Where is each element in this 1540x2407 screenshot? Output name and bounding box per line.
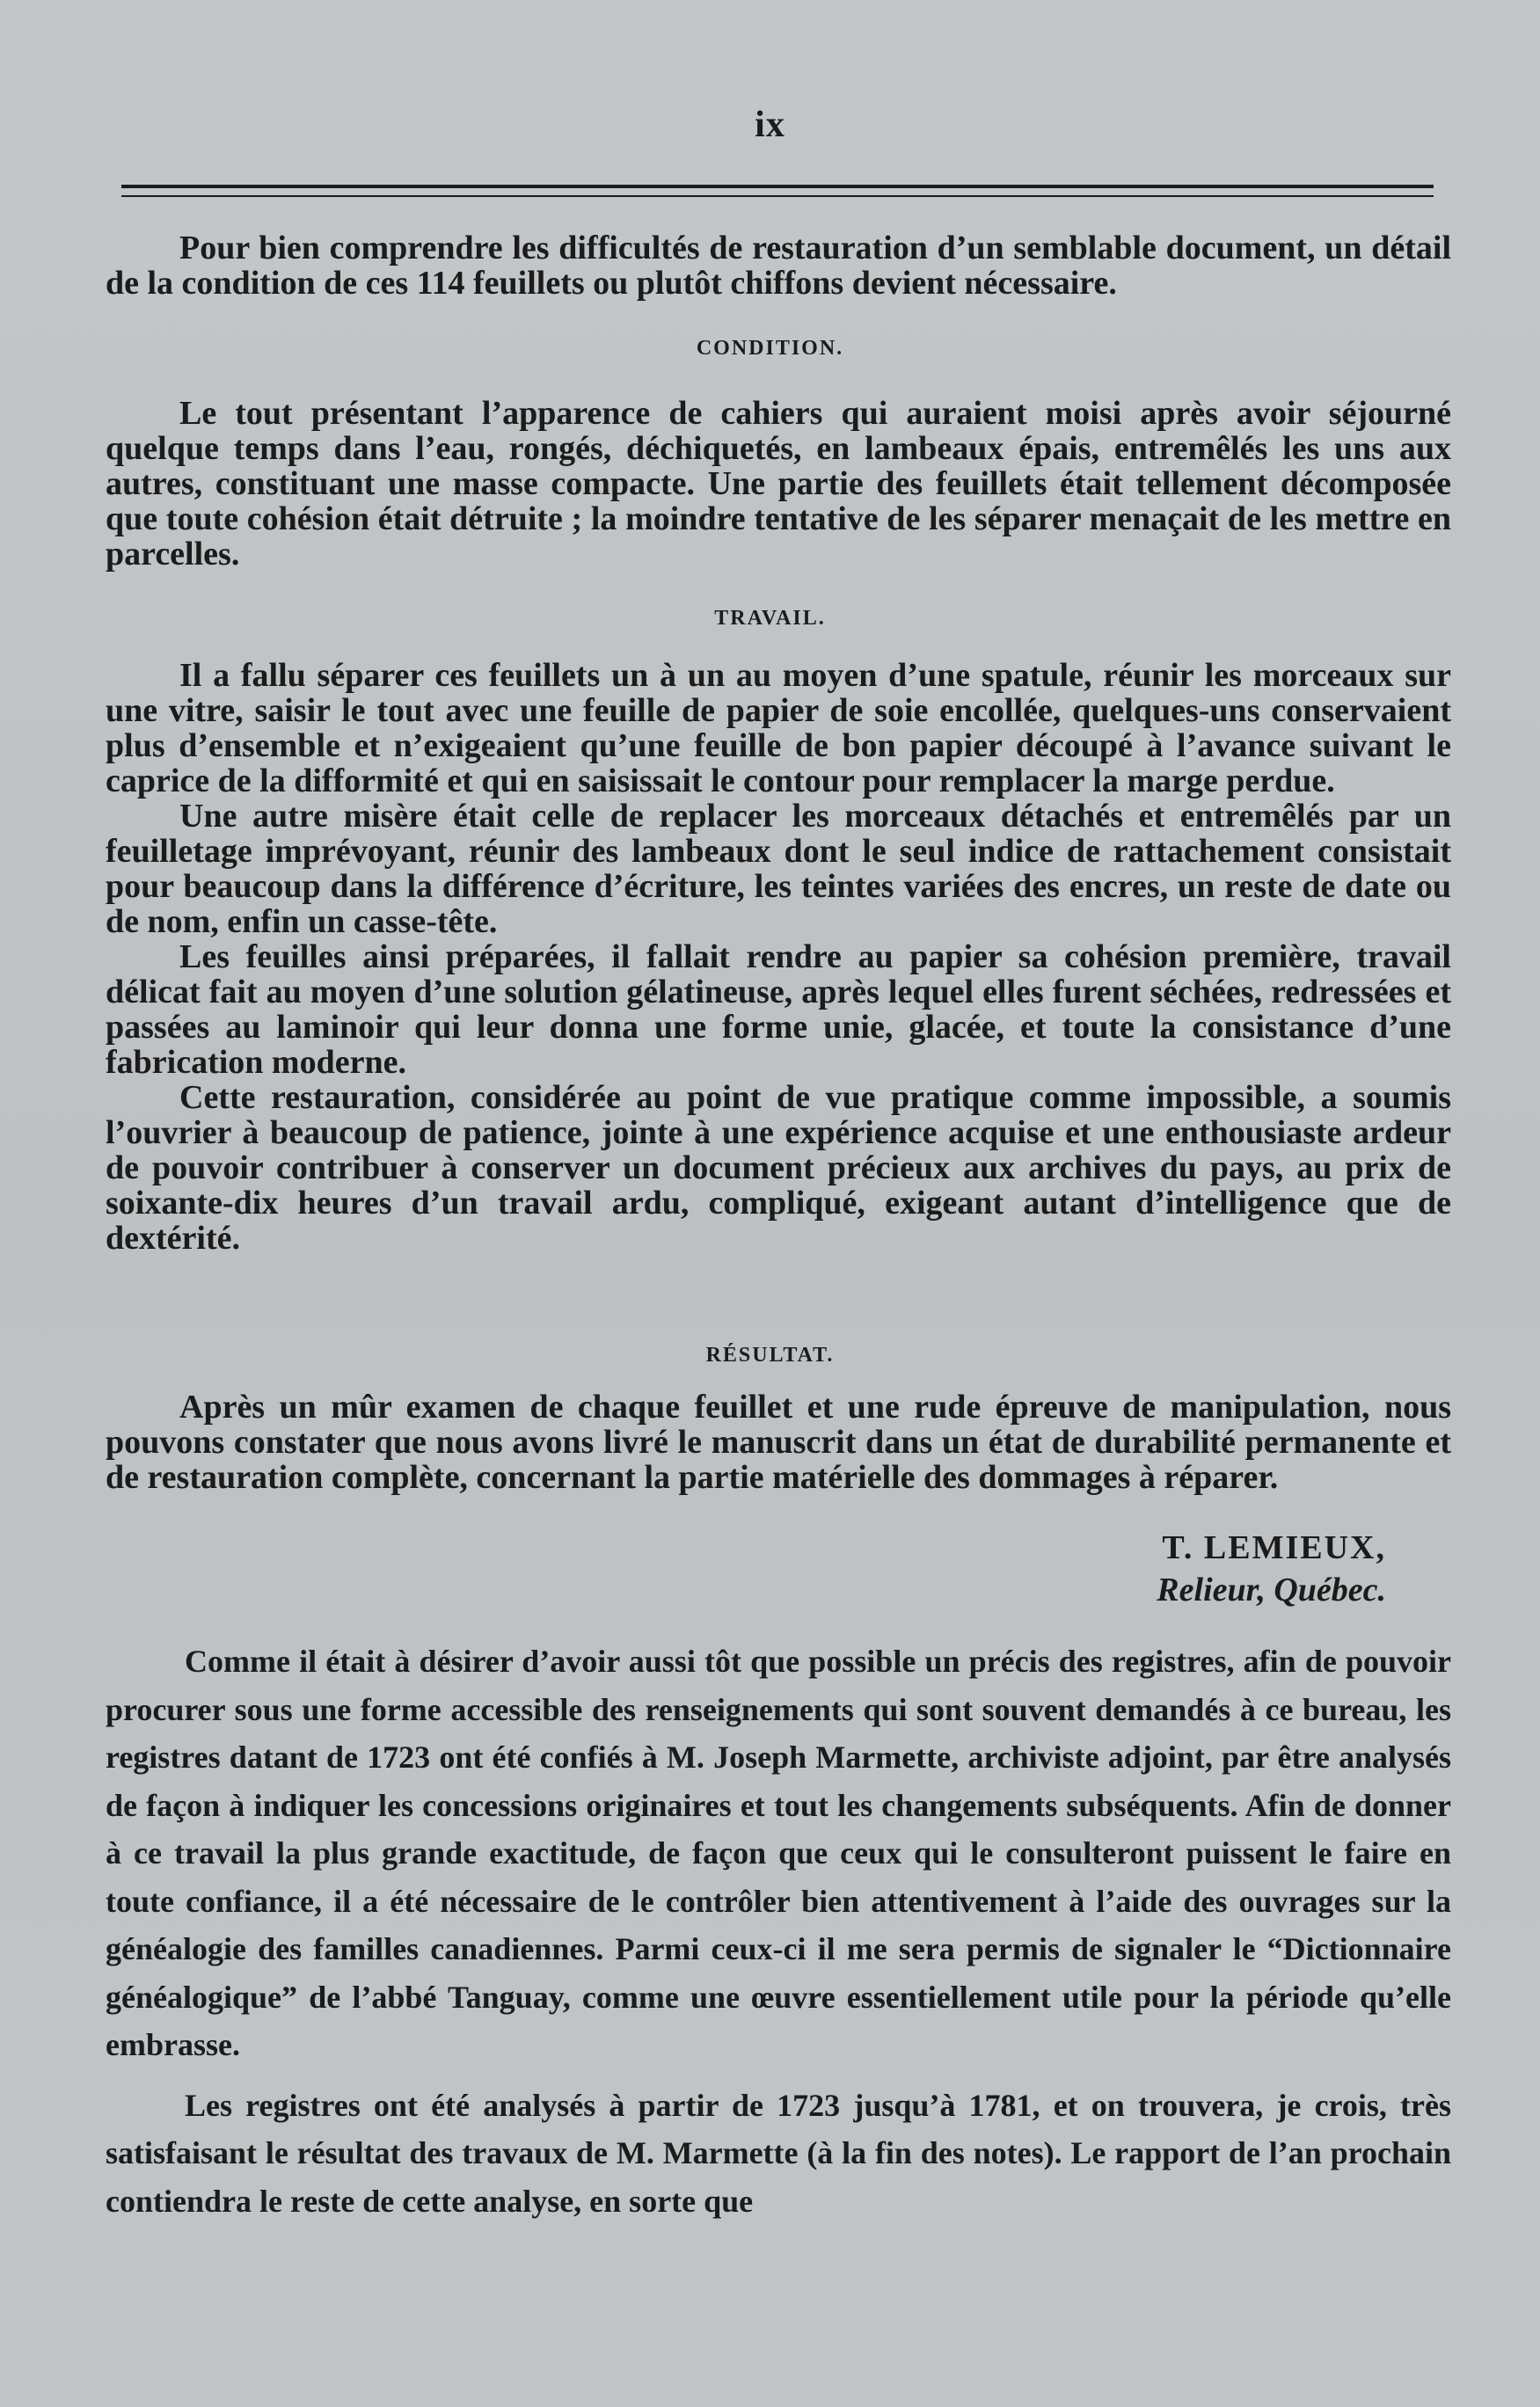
- travail-paragraph: Une autre misère était celle de replacer les morceaux détachés et entremêlés par un feuilletage imprévoyant, réunir des lambeaux dont le seul indice de rattachement consistait pour beaucoup dans la différence d’écriture, les teintes variées des encres, un reste de date ou de nom, enfin un casse-tête.: [106, 798, 1451, 940]
- heading-resultat: RÉSULTAT.: [705, 1344, 835, 1367]
- intro-block: [106, 230, 1451, 301]
- travail-block: [106, 658, 1451, 1256]
- closing-paragraph: Comme il était à désirer d’avoir aussi tôt que possible un précis des registres, afin de pouvoir procurer sous une forme accessible des renseignements qui sont souvent demandés à ce bureau, les registres datant de 1723 ont été confiés à M. Joseph Marmette, archiviste adjoint, par être analysés de façon à indiquer les concessions originaires et tout les changements subséquents. Afin de donner à ce travail la plus grande exactitude, de façon que ceux qui le consulteront puissent le faire en toute confiance, il a été nécessaire de le contrôler bien attentivement à l’aide des ouvrages sur la généalogie des familles canadiennes. Parmi ceux-ci il me sera permis de signaler le “Dictionnaire généalogique” de l’abbé Tanguay, comme une œuvre essentiellement utile pour la période qu’elle embrasse.: [106, 1644, 1451, 2062]
- heading-condition: CONDITION.: [696, 337, 844, 360]
- travail-paragraph: Cette restauration, considérée au point de vue pratique comme impossible, a soumis l’ouvrier à beaucoup de patience, jointe à une expérience acquise et une enthousiaste ardeur de pouvoir contribuer à conserver un document précieux aux archives du pays, au prix de soixante-dix heures d’un travail ardu, compliqué, exigeant autant d’intelligence que de dextérité.: [106, 1079, 1451, 1257]
- condition-block: [106, 396, 1451, 572]
- header-rule-thick: [121, 185, 1434, 188]
- condition-paragraph: Le tout présentant l’apparence de cahiers qui auraient moisi après avoir séjourné quelque temps dans l’eau, rongés, déchiquetés, en lambeaux épais, entremêlés les uns aux autres, constituant une masse compacte. Une partie des feuillets était tellement décomposée que toute cohésion était détruite ; la moindre tentative de les séparer menaçait de les mettre en parcelles.: [106, 395, 1451, 573]
- resultat-block: [106, 1389, 1451, 1495]
- heading-travail: TRAVAIL.: [714, 607, 826, 630]
- header-rule-thin: [121, 195, 1434, 197]
- signature-name: T. LEMIEUX,: [1162, 1529, 1386, 1566]
- signature: [1157, 1528, 1386, 1609]
- travail-paragraph: Les feuilles ainsi préparées, il fallait rendre au papier sa cohésion première, travail délicat fait au moyen d’une solution gélatineuse, après lequel elles furent séchées, redressées et passées au laminoir qui leur donna une forme unie, glacée, et toute la consistance d’une fabrication moderne.: [106, 938, 1451, 1081]
- travail-paragraph: Il a fallu séparer ces feuillets un à un au moyen d’une spatule, réunir les morceaux sur une vitre, saisir le tout avec une feuille de papier de soie encollée, quelques-uns conservaient plus d’ensemble et n’exigeaient qu’une feuille de bon papier découpé à l’avance suivant le caprice de la difformité et qui en saisissait le contour pour remplacer la marge perdue.: [106, 657, 1451, 799]
- closing-block: [106, 1637, 1451, 2225]
- signature-role: Relieur, Québec.: [1157, 1572, 1386, 1608]
- closing-paragraph: Les registres ont été analysés à partir de 1723 jusqu’à 1781, et on trouvera, je crois, très satisfaisant le résultat des travaux de M. Marmette (à la fin des notes). Le rapport de l’an prochain contiendra le reste de cette analyse, en sorte que: [106, 2087, 1451, 2219]
- resultat-paragraph: Après un mûr examen de chaque feuillet et une rude épreuve de manipulation, nous pouvons constater que nous avons livré le manuscrit dans un état de durabilité permanente et de restauration complète, concernant la partie matérielle des dommages à réparer.: [106, 1389, 1451, 1496]
- intro-paragraph: Pour bien comprendre les difficultés de restauration d’un semblable document, un détail de la condition de ces 114 feuillets ou plutôt chiffons devient nécessaire.: [106, 230, 1451, 302]
- page-number: ix: [755, 105, 785, 145]
